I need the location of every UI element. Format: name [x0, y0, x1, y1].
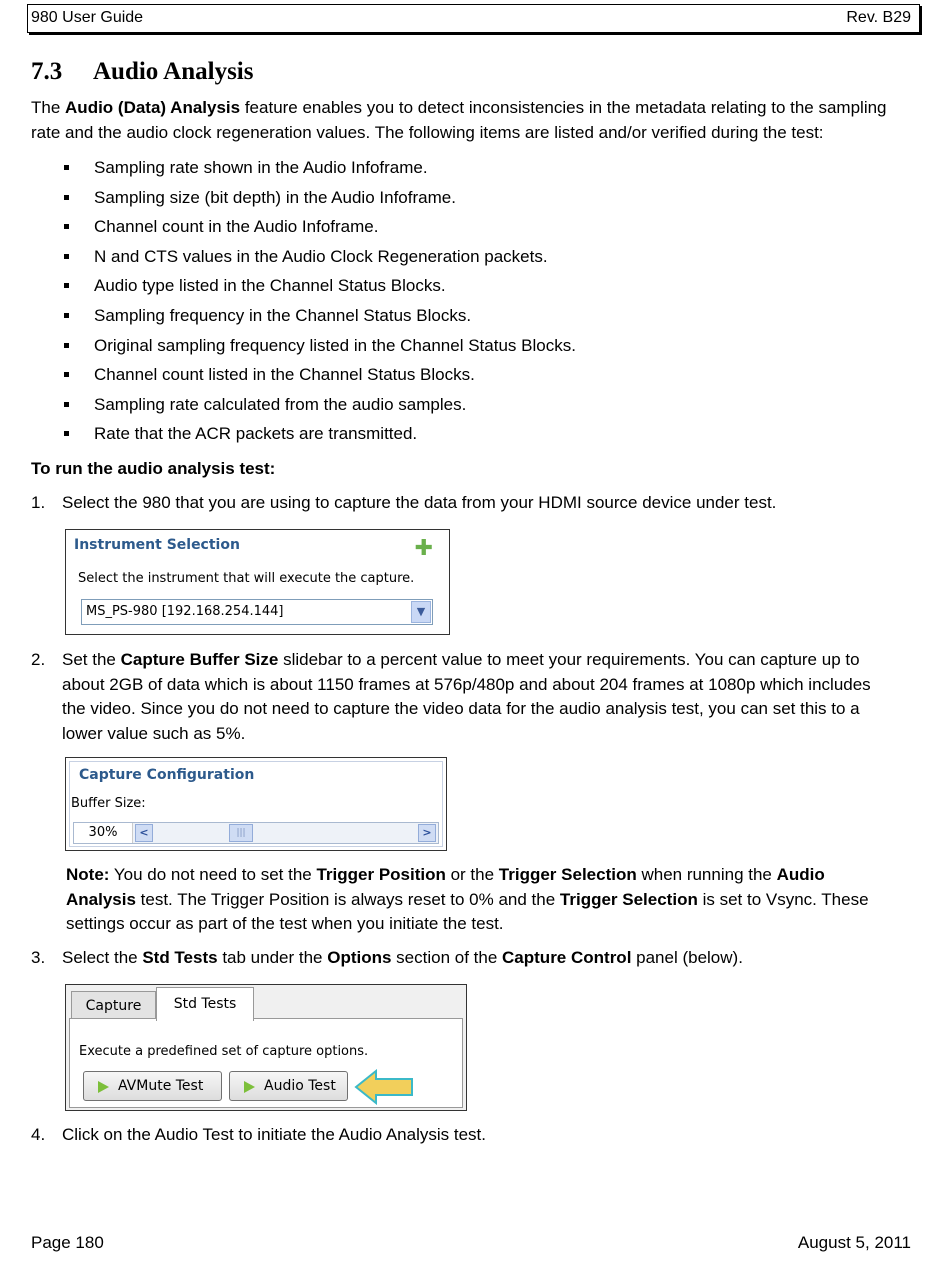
list-item: Original sampling frequency listed in the Channel Status Blocks. — [64, 334, 576, 364]
chevron-right-icon[interactable]: > — [418, 824, 436, 842]
page-date: August 5, 2011 — [797, 1233, 911, 1252]
instrument-dropdown[interactable] — [81, 599, 433, 625]
step-1 — [31, 491, 926, 516]
avmute-test-button[interactable] — [83, 1071, 222, 1101]
step-2 — [31, 648, 926, 748]
buffer-size-label: Buffer Size: — [71, 796, 146, 811]
play-icon — [244, 1081, 255, 1093]
step-text-segment: section of the — [391, 948, 503, 967]
step-text: Select the 980 that you are using to capture the data from your HDMI source device under test. — [62, 493, 777, 512]
pointer-arrow-icon — [354, 1069, 418, 1105]
note-text: test. The Trigger Position is always reset to 0% and the — [135, 889, 560, 909]
tab-std-tests[interactable]: Std Tests — [156, 987, 254, 1021]
step-number: 4. — [31, 1125, 46, 1144]
note-label: Note: — [66, 865, 110, 884]
capture-configuration-panel — [65, 757, 447, 851]
step-text-bold: Capture Control — [502, 948, 632, 967]
step-text-segment: tab under the — [217, 948, 328, 967]
step-text-bold: Capture Buffer Size — [120, 650, 279, 669]
list-item: Sampling frequency in the Channel Status Blocks. — [64, 304, 576, 334]
audio-test-button[interactable] — [229, 1071, 348, 1101]
intro-text-line2: rate and the audio clock regeneration values. The following items are listed and/or verified during the test: — [31, 122, 824, 142]
page-number: Page 180 — [31, 1233, 104, 1252]
intro-bold: Audio (Data) Analysis — [65, 98, 241, 117]
procedure-heading: To run the audio analysis test: — [31, 459, 276, 478]
note-text-line: settings occur as part of the test when you initiate the test. — [66, 914, 504, 933]
list-item: Sampling size (bit depth) in the Audio Infoframe. — [64, 186, 576, 216]
step-number: 2. — [31, 650, 46, 669]
instrument-selection-title: Instrument Selection — [74, 537, 240, 553]
step-text-segment: Set the — [62, 650, 121, 669]
step-text-line: the video. Since you do not need to capture the video data for the audio analysis test, you can set this to a — [62, 699, 860, 718]
note-text: or the — [445, 865, 499, 884]
list-item: Rate that the ACR packets are transmitted. — [64, 422, 576, 452]
note-bold: Trigger Selection — [498, 865, 637, 884]
step-text — [62, 946, 743, 971]
note-paragraph — [66, 863, 916, 937]
intro-text: feature enables you to detect inconsistencies in the metadata relating to the sampling — [240, 98, 887, 117]
step-text-segment: slidebar to a percent value to meet your requirements. You can capture up to — [278, 650, 860, 669]
avmute-test-label: AVMute Test — [118, 1078, 204, 1094]
step-text-segment: Select the — [62, 948, 143, 967]
step-text-line: about 2GB of data which is about 1150 frames at 576p/480p and about 204 frames at 1080p which includes — [62, 674, 871, 694]
step-number: 1. — [31, 493, 46, 512]
step-text — [62, 648, 932, 746]
slider-thumb[interactable]: ||| — [229, 824, 253, 842]
instrument-selection-panel — [65, 529, 450, 635]
instrument-dropdown-value: MS_PS-980 [192.168.254.144] — [86, 604, 284, 619]
play-icon — [98, 1081, 109, 1093]
section-heading — [31, 58, 254, 86]
buffer-size-value: 30% — [74, 823, 133, 843]
chevron-down-icon[interactable]: ▼ — [411, 601, 431, 623]
note-text: when running the — [636, 865, 777, 884]
page-header — [27, 4, 920, 33]
note-bold: Trigger Selection — [559, 889, 698, 909]
list-item: Audio type listed in the Channel Status Blocks. — [64, 274, 576, 304]
note-bold: Analysis — [66, 889, 136, 909]
list-item: Channel count in the Audio Infoframe. — [64, 215, 576, 245]
audio-test-label: Audio Test — [264, 1078, 336, 1094]
list-item: Channel count listed in the Channel Status Blocks. — [64, 363, 576, 393]
list-item: Sampling rate shown in the Audio Infoframe. — [64, 156, 576, 186]
instrument-selection-description: Select the instrument that will execute the capture. — [78, 571, 415, 586]
header-revision: Rev. B29 — [846, 9, 911, 26]
step-number: 3. — [31, 948, 46, 967]
step-3 — [31, 946, 926, 971]
std-tests-description: Execute a predefined set of capture options. — [79, 1044, 369, 1059]
std-tests-content — [69, 1018, 463, 1108]
section-title: Audio Analysis — [93, 58, 254, 85]
note-bold: Trigger Position — [316, 865, 446, 884]
list-item: Sampling rate calculated from the audio samples. — [64, 393, 576, 423]
add-icon[interactable]: ✚ — [414, 536, 433, 561]
note-text: is set to Vsync. These — [697, 889, 869, 909]
verified-items-list — [64, 156, 576, 452]
note-bold: Audio — [776, 865, 825, 884]
step-text: Click on the Audio Test to initiate the Audio Analysis test. — [62, 1125, 486, 1144]
step-text-bold: Options — [327, 948, 392, 967]
capture-configuration-title: Capture Configuration — [79, 767, 255, 783]
step-text-line: lower value such as 5%. — [62, 723, 246, 743]
note-text: You do not need to set the — [109, 865, 317, 884]
step-text-bold: Std Tests — [142, 948, 218, 967]
chevron-left-icon[interactable]: < — [135, 824, 153, 842]
step-text-segment: panel (below). — [631, 948, 743, 967]
intro-text: The — [31, 98, 66, 117]
std-tests-panel — [65, 984, 467, 1111]
section-number: 7.3 — [31, 58, 63, 85]
list-item: N and CTS values in the Audio Clock Regeneration packets. — [64, 245, 576, 275]
intro-paragraph — [31, 96, 926, 145]
tab-capture[interactable]: Capture — [71, 991, 156, 1019]
buffer-size-slider[interactable] — [73, 822, 439, 844]
header-doc-title: 980 User Guide — [31, 9, 144, 26]
step-4 — [31, 1123, 926, 1148]
